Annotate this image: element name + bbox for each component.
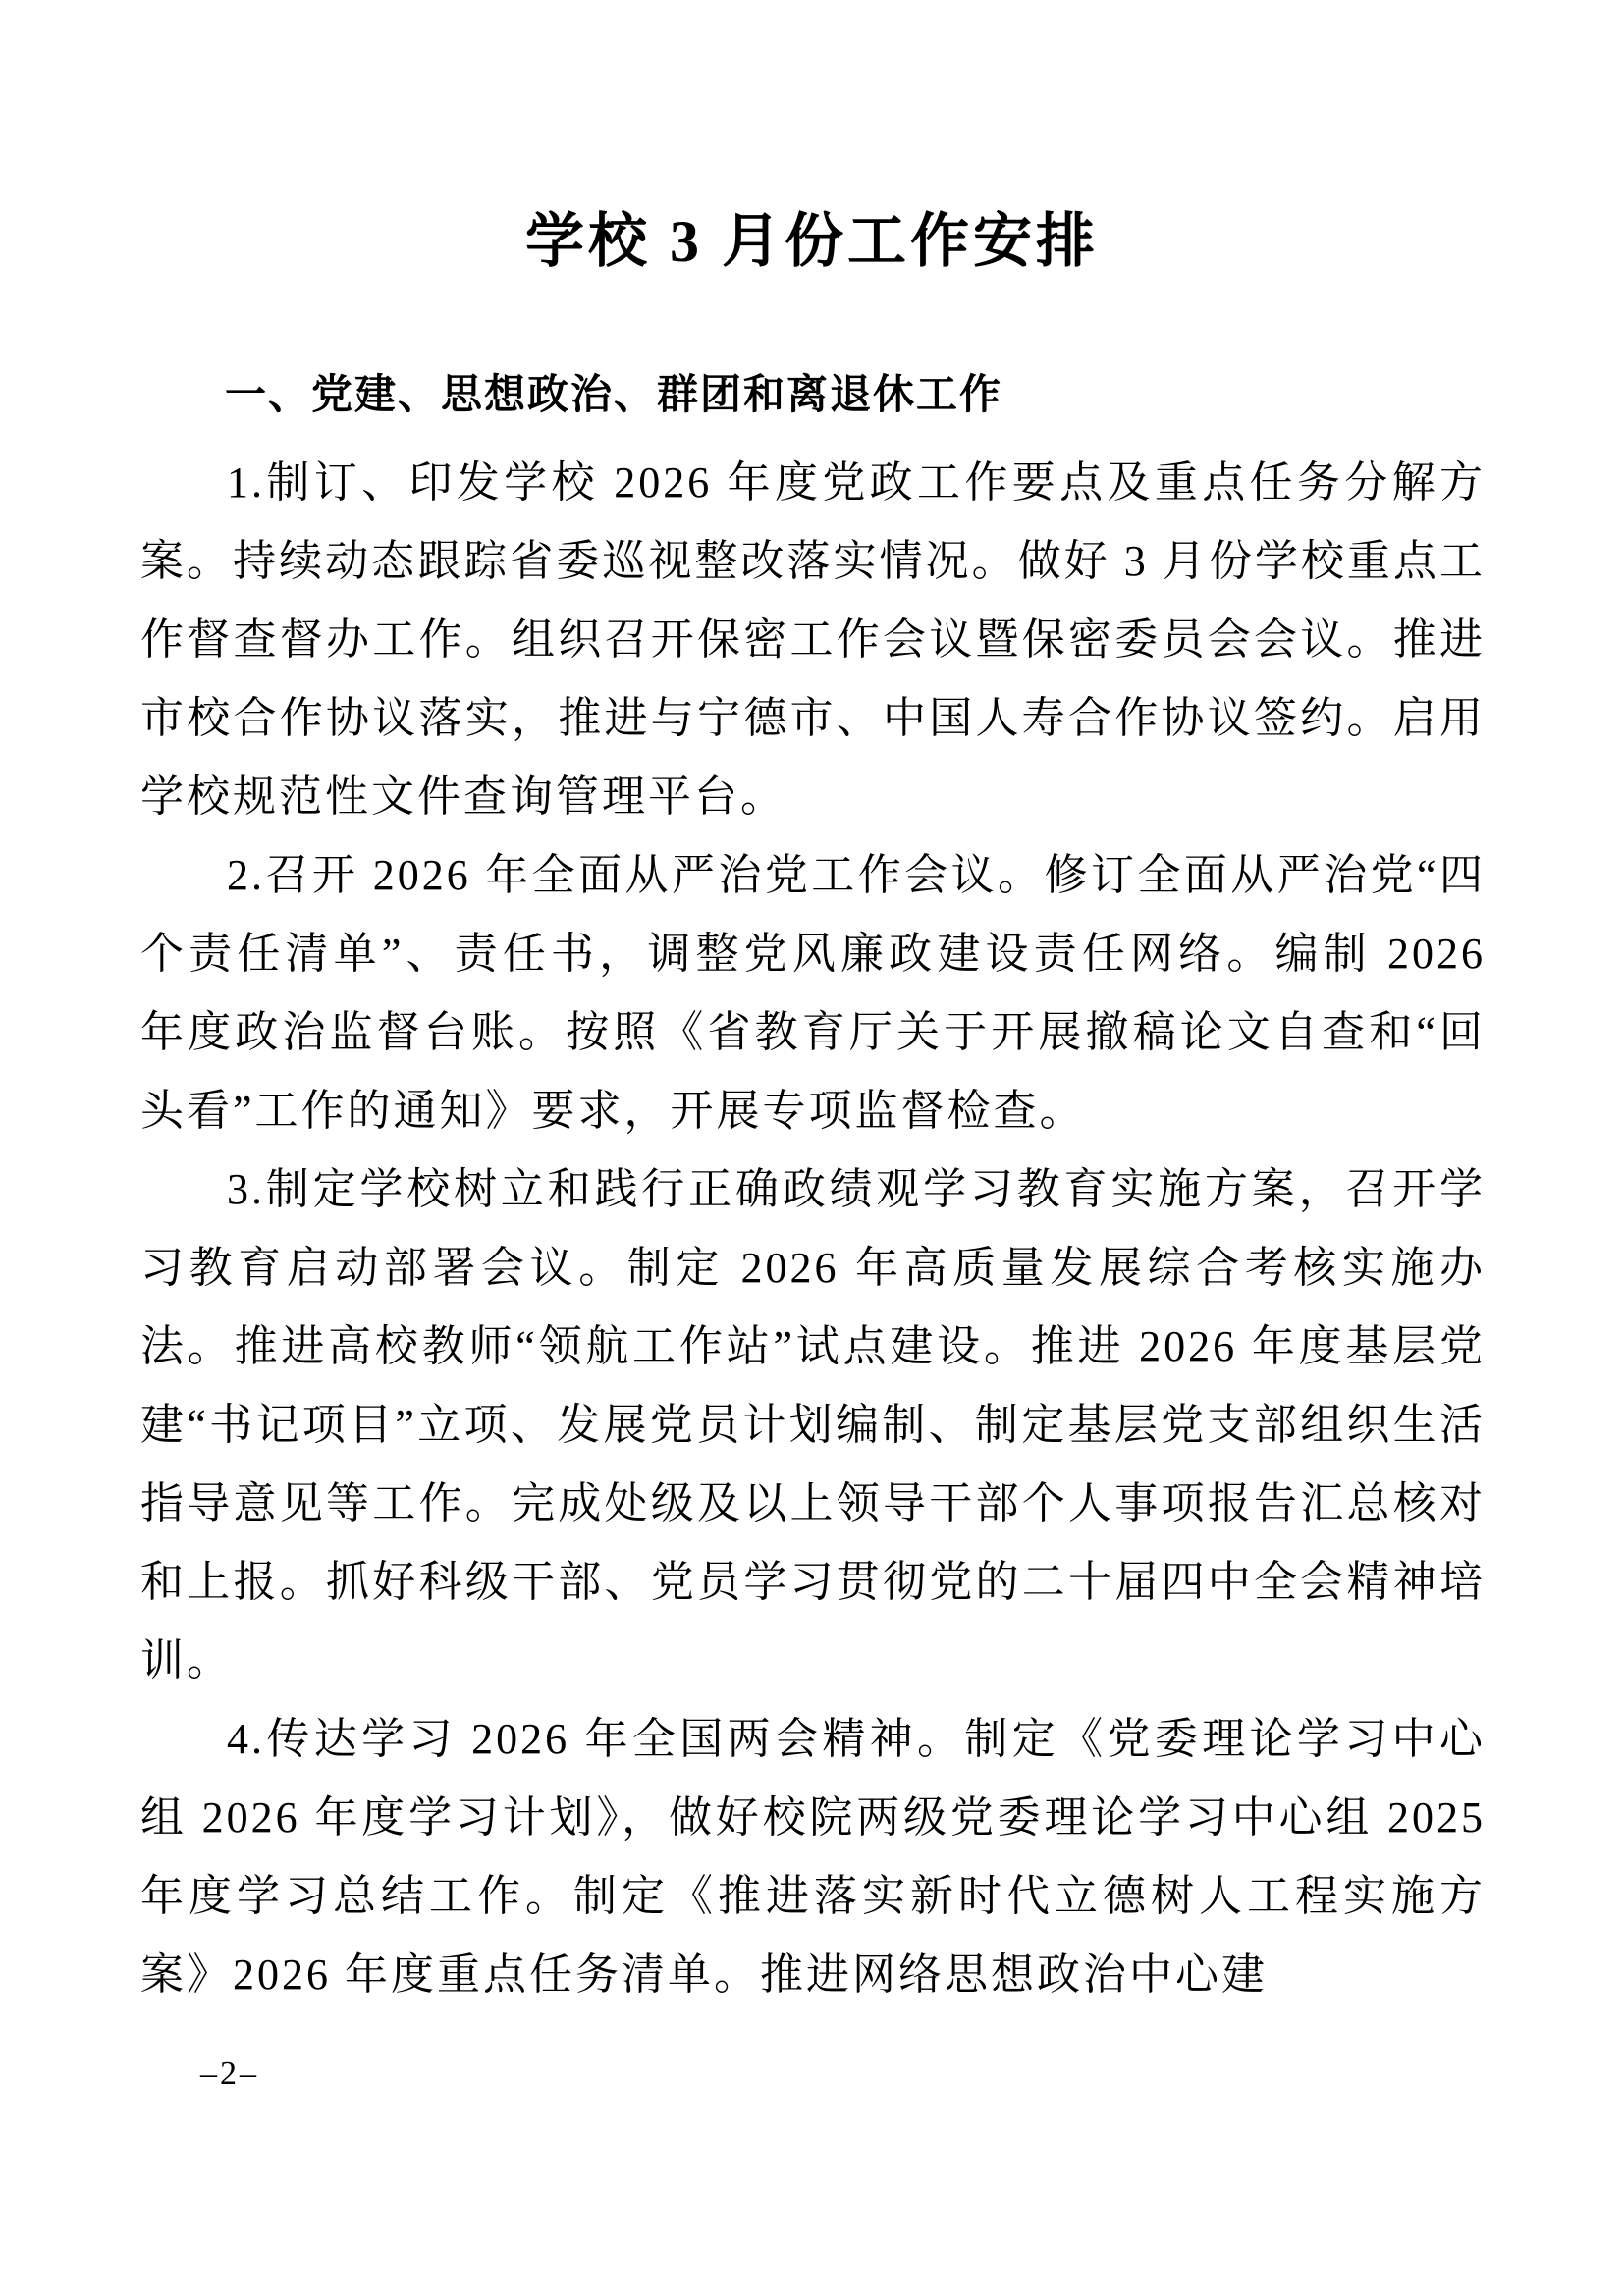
document-title: 学校 3 月份工作安排 [525,209,1099,274]
paragraph-4: 4.传达学习 2026 年全国两会精神。制定《党委理论学习中心组 2026 年度学习计划》，做好校院两级党委理论学习中心组 2025 年度学习总结工作。制定《推进落实新时代立德树人工程实施方案》2026 年度重点任务清单。推进网络思想政治中心建 [140,1715,1486,1999]
paragraph-3: 3.制定学校树立和践行正确政绩观学习教育实施方案，召开学习教育启动部署会议。制定 2026 年高质量发展综合考核实施办法。推进高校教师“领航工作站”试点建设。推进 2026 年度基层党建“书记项目”立项、发展党员计划编制、制定基层党支部组织生活指导意见等工作。完成处级及以上领导干部个人事项报告汇总核对和上报。抓好科级干部、党员学习贯彻党的二十届四中全会精神培训。 [140,1165,1486,1684]
paragraph-1: 1.制订、印发学校 2026 年度党政工作要点及重点任务分解方案。持续动态跟踪省委巡视整改落实情况。做好 3 月份学校重点工作督查督办工作。组织召开保密工作会议暨保密委员会会议。推进市校合作协议落实，推进与宁德市、中国人寿合作协议签约。启用学校规范性文件查询管理平台。 [140,458,1486,821]
document-body [140,353,1486,2014]
page-number: –2– [200,2056,259,2092]
paragraph-2: 2.召开 2026 年全面从严治党工作会议。修订全面从严治党“四个责任清单”、责任书，调整党风廉政建设责任网络。编制 2026 年度政治监督台账。按照《省教育厅关于开展撤稿论文自查和“回头看”工作的通知》要求，开展专项监督检查。 [140,851,1486,1135]
section-heading: 一、党建、思想政治、群团和离退休工作 [225,371,1003,417]
